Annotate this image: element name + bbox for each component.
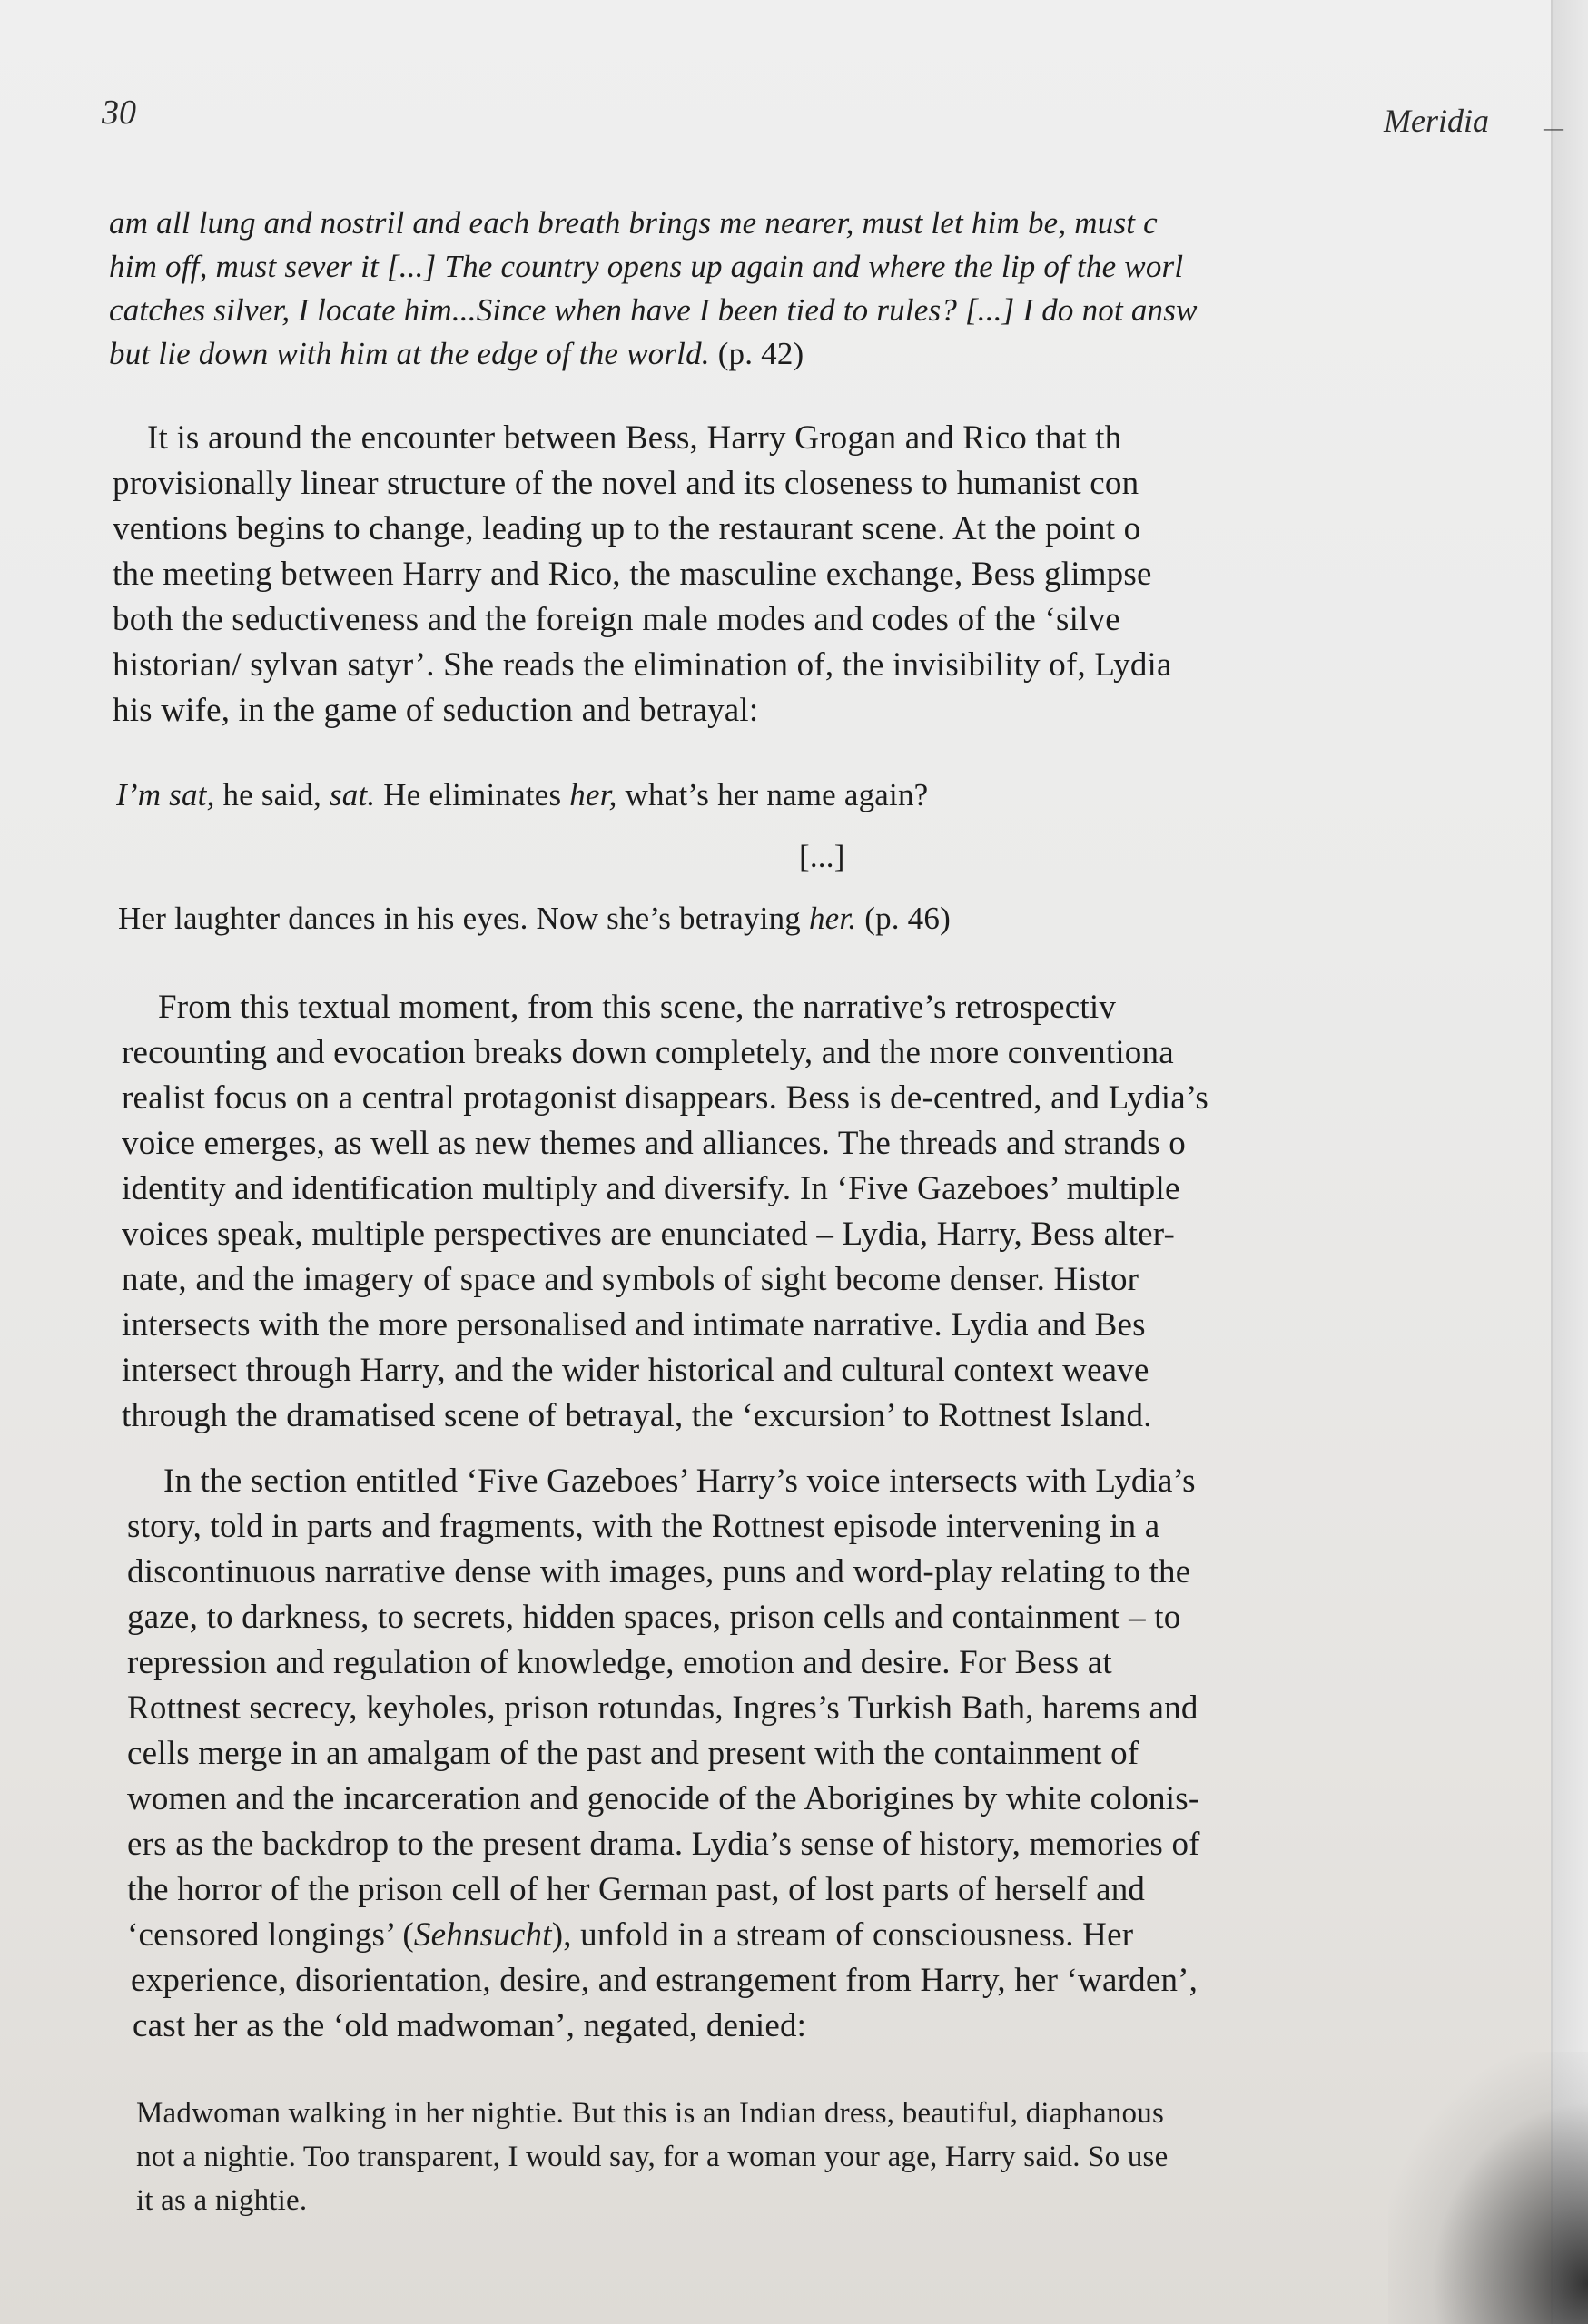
adjacent-page-edge [1553, 0, 1588, 2324]
quote-line: am all lung and nostril and each breath brings me nearer, must let him be, must c [109, 205, 1158, 241]
paragraph-line: identity and identification multiply and diversify. In ‘Five Gazeboes’ multiple [122, 1170, 1180, 1207]
extract-line: Madwoman walking in her nightie. But this is an Indian dress, beautiful, diaphanous [136, 2097, 1164, 2130]
paragraph-line: recounting and evocation breaks down completely, and the more conventiona [122, 1034, 1174, 1071]
page-header [102, 93, 1527, 138]
extract-line [116, 773, 1478, 817]
running-head: Meridia [1384, 103, 1489, 139]
paragraph-line: the meeting between Harry and Rico, the masculine exchange, Bess glimpse [113, 556, 1152, 593]
quote-citation: (p. 42) [717, 336, 804, 371]
extract-line [118, 897, 1480, 940]
extract-italic: her, [569, 777, 617, 812]
paragraph-text: ‘censored longings’ ( [127, 1916, 414, 1954]
paragraph-line: the horror of the prison cell of her German past, of lost parts of herself and [127, 1871, 1146, 1908]
paragraph-line [127, 1914, 1536, 1957]
extract-line: it as a nightie. [136, 2184, 308, 2217]
paragraph-line: his wife, in the game of seduction and betrayal: [113, 692, 759, 729]
paragraph-line: cast her as the ‘old madwoman’, negated, denied: [133, 2007, 807, 2044]
paragraph-line: women and the incarceration and genocide of the Aborigines by white colonis- [127, 1780, 1200, 1817]
paragraph-line: intersects with the more personalised and intimate narrative. Lydia and Bes [122, 1306, 1146, 1344]
paragraph-line: voices speak, multiple perspectives are enunciated – Lydia, Harry, Bess alter- [122, 1216, 1176, 1253]
finger-shadow [1388, 2052, 1588, 2324]
paragraph-line: story, told in parts and fragments, with the Rottnest episode intervening in a [127, 1508, 1160, 1545]
quote-line: catches silver, I locate him...Since when have I been tied to rules? [...] I do not answ [109, 292, 1198, 328]
extract-ellipsis: [...] [799, 839, 845, 874]
paragraph-line: It is around the encounter between Bess, Harry Grogan and Rico that th [147, 419, 1122, 457]
extract-line: not a nightie. Too transparent, I would say, for a woman your age, Harry said. So use [136, 2141, 1169, 2173]
paragraph-line: In the section entitled ‘Five Gazeboes’ Harry’s voice intersects with Lydia’s [163, 1462, 1196, 1500]
extract-text: (p. 46) [856, 901, 951, 936]
paragraph-line: both the seductiveness and the foreign male modes and codes of the ‘silve [113, 601, 1120, 638]
paragraph-line: provisionally linear structure of the novel and its closeness to humanist con [113, 465, 1139, 502]
paragraph-text: ), unfold in a stream of consciousness. Her [551, 1916, 1134, 1954]
quote-text: but lie down with him at the edge of the world. [109, 336, 710, 371]
extract-italic: sat. [329, 777, 376, 812]
paragraph-line: ers as the backdrop to the present drama. Lydia’s sense of history, memories of [127, 1826, 1200, 1863]
extract-text: Her laughter dances in his eyes. Now she’s betraying [118, 901, 809, 936]
paragraph-line: nate, and the imagery of space and symbols of sight become denser. Histor [122, 1261, 1139, 1298]
paragraph-line: ventions begins to change, leading up to the restaurant scene. At the point o [113, 510, 1141, 547]
extract-italic: her. [808, 901, 857, 936]
paragraph-line: Rottnest secrecy, keyholes, prison rotundas, Ingres’s Turkish Bath, harems and [127, 1689, 1198, 1727]
extract-text: he said, [214, 777, 330, 812]
quote-line: him off, must sever it [...] The country opens up again and where the lip of the worl [109, 249, 1184, 284]
paragraph-line: experience, disorientation, desire, and estrangement from Harry, her ‘warden’, [131, 1962, 1198, 1999]
paragraph-line: discontinuous narrative dense with images, puns and word-play relating to the [127, 1553, 1191, 1590]
paragraph-line: realist focus on a central protagonist disappears. Bess is de-centred, and Lydia’s [122, 1079, 1208, 1117]
extract-text: He eliminates [375, 777, 570, 812]
paragraph-line: voice emerges, as well as new themes and alliances. The threads and strands o [122, 1125, 1186, 1162]
paragraph-line: cells merge in an amalgam of the past and present with the containment of [127, 1735, 1139, 1772]
extract-italic: I’m sat, [116, 777, 215, 812]
edge-mark: — [1544, 116, 1563, 139]
paragraph-line: repression and regulation of knowledge, emotion and desire. For Bess at [127, 1644, 1112, 1681]
paragraph-line: intersect through Harry, and the wider historical and cultural context weave [122, 1352, 1149, 1389]
page-number: 30 [102, 94, 136, 132]
paragraph-line: through the dramatised scene of betrayal, the ‘excursion’ to Rottnest Island. [122, 1397, 1152, 1434]
paragraph-line: From this textual moment, from this scene, the narrative’s retrospectiv [158, 989, 1117, 1026]
paragraph-line: historian/ sylvan satyr’. She reads the elimination of, the invisibility of, Lydia [113, 646, 1172, 684]
extract-text: what’s her name again? [616, 777, 929, 812]
quote-line-last [109, 332, 1534, 376]
paragraph-line: gaze, to darkness, to secrets, hidden spaces, prison cells and containment – to [127, 1599, 1181, 1636]
paragraph-italic: Sehnsucht [413, 1916, 552, 1954]
